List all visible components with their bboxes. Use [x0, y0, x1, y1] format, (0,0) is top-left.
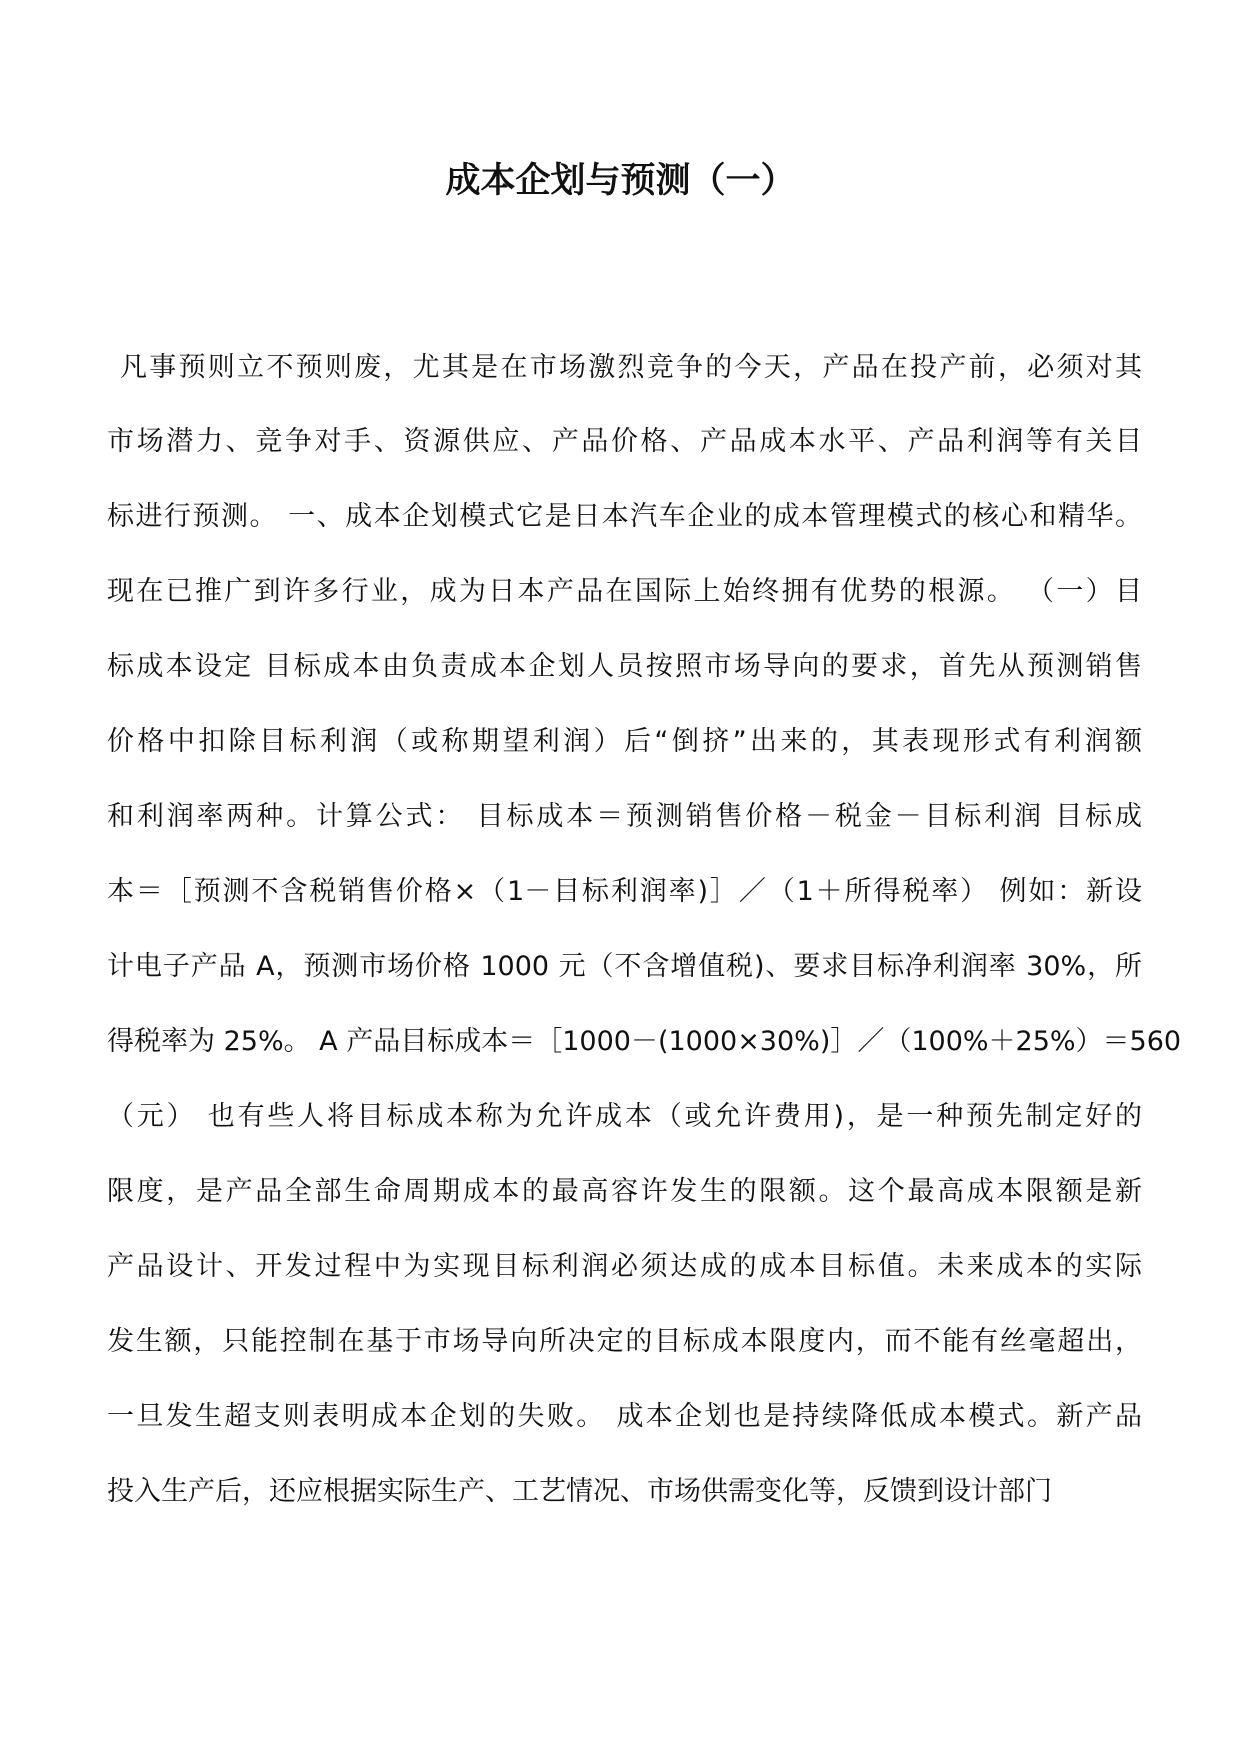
paragraph-line: 标进行预测。 一、成本企划模式它是日本汽车企业的成本管理模式的核心和精华。 [107, 501, 1142, 532]
paragraph-line: 一旦发生超支则表明成本企划的失败。 成本企划也是持续降低成本模式。新产品 [107, 1401, 1142, 1432]
paragraph-line: 市场潜力、竞争对手、资源供应、产品价格、产品成本水平、产品利润等有关目 [107, 426, 1142, 457]
paragraph-line: 价格中扣除目标利润（或称期望利润）后“倒挤”出来的，其表现形式有利润额 [107, 726, 1142, 757]
paragraph-line: 标成本设定 目标成本由负责成本企划人员按照市场导向的要求，首先从预测销售 [107, 651, 1142, 682]
paragraph-line: 现在已推广到许多行业，成为日本产品在国际上始终拥有优势的根源。 （一）目 [107, 576, 1142, 607]
paragraph-line: 限度，是产品全部生命周期成本的最高容许发生的限额。这个最高成本限额是新 [107, 1176, 1142, 1207]
paragraph-line: 投入生产后，还应根据实际生产、工艺情况、市场供需变化等，反馈到设计部门 [107, 1476, 1052, 1507]
paragraph-line: 凡事预则立不预则废，尤其是在市场激烈竞争的今天，产品在投产前，必须对其 [120, 352, 1142, 383]
paragraph-line: 产品设计、开发过程中为实现目标利润必须达成的成本目标值。未来成本的实际 [107, 1251, 1142, 1282]
document-title: 成本企划与预测（一） [445, 160, 796, 201]
paragraph-line: 发生额，只能控制在基于市场导向所决定的目标成本限度内，而不能有丝毫超出， [107, 1326, 1142, 1357]
paragraph-line: 计电子产品 A，预测市场价格 1000 元（不含增值税)、要求目标净利润率 30%，所 [107, 951, 1142, 982]
paragraph-line: 本＝［预测不含税销售价格×（1－目标利润率)］／（1＋所得税率） 例如：新设 [107, 876, 1142, 907]
paragraph-line: 和利润率两种。计算公式： 目标成本＝预测销售价格－税金－目标利润 目标成 [107, 801, 1142, 832]
paragraph-line: 得税率为 25%。 A 产品目标成本＝［1000－(1000×30%)］／（100%＋25%）＝560 [107, 1026, 1182, 1057]
paragraph-line: （元） 也有些人将目标成本称为允许成本（或允许费用)，是一种预先制定好的 [107, 1101, 1142, 1132]
